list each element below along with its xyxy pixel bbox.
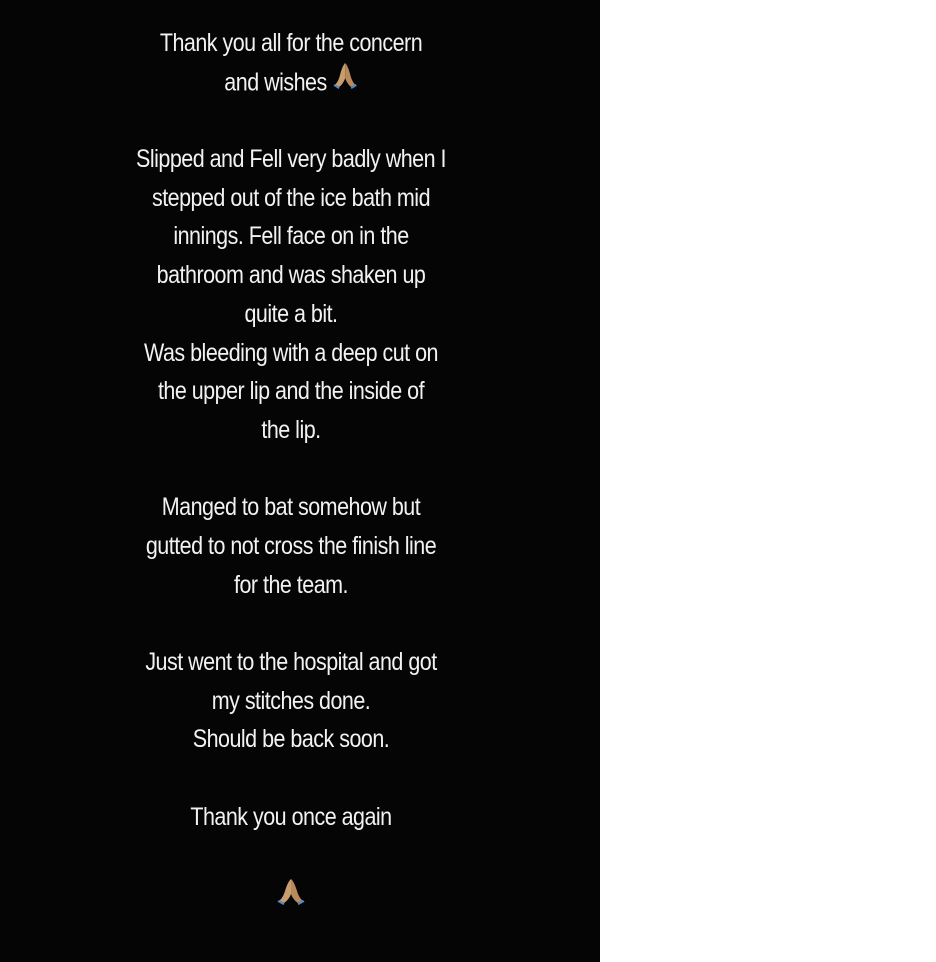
spacer: [41, 759, 542, 798]
spacer: [41, 604, 542, 643]
story-line: gutted to not cross the finish line: [145, 531, 437, 560]
story-line: Just went to the hospital and got: [145, 648, 437, 676]
story-line: Should be back soon.: [192, 725, 390, 754]
story-line: Manged to bat somehow but: [161, 493, 421, 522]
story-line: Thank you once again: [190, 802, 392, 831]
story-line-with-emoji: [41, 63, 542, 102]
story-line: Was bleeding with a deep cut on: [144, 338, 438, 367]
folded-hands-icon: [276, 876, 306, 911]
story-line-text: and wishes: [224, 68, 327, 97]
blank-area: [600, 0, 936, 962]
story-message: [41, 24, 542, 836]
story-line: Slipped and Fell very badly when I: [136, 145, 446, 174]
story-line: my stitches done.: [211, 686, 371, 715]
story-line: for the team.: [233, 570, 348, 599]
story-line: bathroom and was shaken up: [156, 261, 426, 290]
spacer: [41, 101, 542, 140]
spacer: [41, 450, 542, 489]
story-line: the lip.: [261, 415, 321, 444]
story-line: Thank you all for the concern: [159, 29, 423, 57]
folded-hands-icon: [332, 60, 358, 102]
story-line: stepped out of the ice bath mid: [151, 183, 431, 212]
story-line: the upper lip and the inside of: [157, 377, 425, 406]
story-line: quite a bit.: [244, 299, 338, 328]
story-line: innings. Fell face on in the: [173, 222, 409, 251]
